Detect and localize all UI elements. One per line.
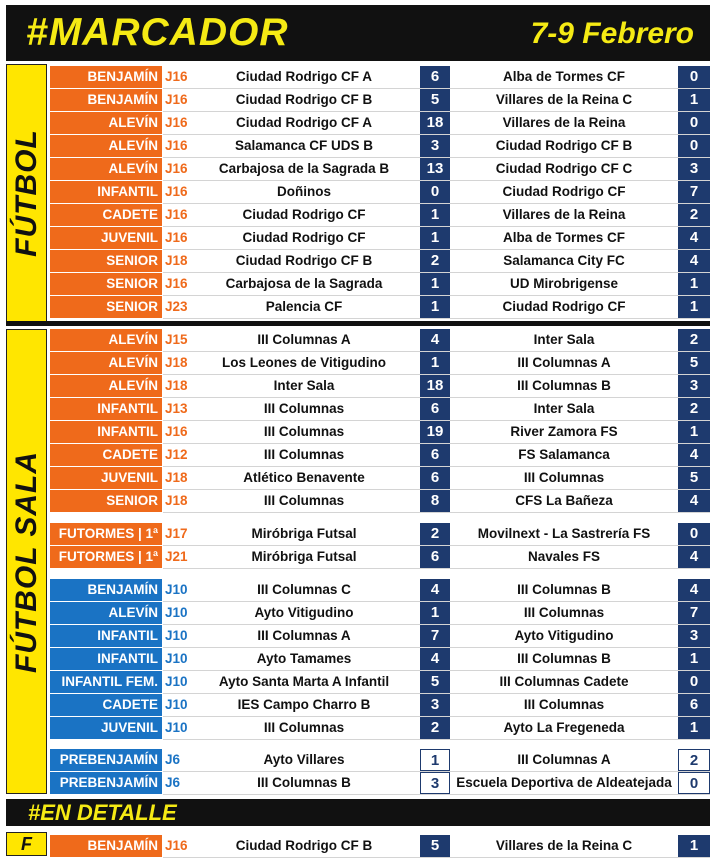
- away-score: 0: [678, 772, 710, 794]
- away-team: III Columnas B: [451, 579, 677, 601]
- home-score: 6: [420, 444, 450, 466]
- away-score: 2: [678, 749, 710, 771]
- away-score: 4: [678, 546, 710, 568]
- home-team: Ayto Tamames: [189, 648, 419, 670]
- home-score: 3: [420, 772, 450, 794]
- away-team: Villares de la Reina: [451, 112, 677, 134]
- match-row: [50, 602, 710, 625]
- match-row: [50, 204, 710, 227]
- match-row: [50, 135, 710, 158]
- away-score: 0: [678, 671, 710, 693]
- matchday-label: J17: [163, 523, 188, 545]
- away-team: CFS La Bañeza: [451, 490, 677, 512]
- category-label: FUTORMES | 1ª: [50, 546, 162, 568]
- away-score: 0: [678, 112, 710, 134]
- home-score: 2: [420, 523, 450, 545]
- match-row: [50, 66, 710, 89]
- away-score: 0: [678, 66, 710, 88]
- futbol-results: [50, 66, 710, 319]
- home-score: 4: [420, 648, 450, 670]
- home-team: Doñinos: [189, 181, 419, 203]
- matchday-label: J6: [163, 749, 188, 771]
- category-label: PREBENJAMÍN: [50, 772, 162, 794]
- matchday-label: J18: [163, 250, 188, 272]
- away-team: Ciudad Rodrigo CF: [451, 296, 677, 318]
- matchday-label: J10: [163, 625, 188, 647]
- away-team: Villares de la Reina C: [451, 835, 677, 857]
- home-score: 3: [420, 694, 450, 716]
- away-team: Villares de la Reina: [451, 204, 677, 226]
- home-score: 18: [420, 375, 450, 397]
- home-score: 6: [420, 546, 450, 568]
- home-team: Ayto Vitigudino: [189, 602, 419, 624]
- matchday-label: J18: [163, 467, 188, 489]
- category-label: SENIOR: [50, 273, 162, 295]
- section-divider: [6, 321, 710, 326]
- away-score: 5: [678, 467, 710, 489]
- home-team: Ciudad Rodrigo CF B: [189, 89, 419, 111]
- category-label: BENJAMÍN: [50, 89, 162, 111]
- category-label: INFANTIL: [50, 648, 162, 670]
- away-score: 1: [678, 296, 710, 318]
- match-row: [50, 523, 710, 546]
- home-score: 1: [420, 296, 450, 318]
- away-team: FS Salamanca: [451, 444, 677, 466]
- matchday-label: J16: [163, 135, 188, 157]
- home-score: 1: [420, 204, 450, 226]
- matchday-label: J16: [163, 112, 188, 134]
- home-score: 8: [420, 490, 450, 512]
- away-team: Alba de Tormes CF: [451, 227, 677, 249]
- category-label: BENJAMÍN: [50, 66, 162, 88]
- section-title-futbol: FÚTBOL: [9, 129, 43, 257]
- home-score: 1: [420, 227, 450, 249]
- matchday-label: J10: [163, 671, 188, 693]
- home-team: Carbajosa de la Sagrada: [189, 273, 419, 295]
- home-score: 6: [420, 398, 450, 420]
- home-team: Inter Sala: [189, 375, 419, 397]
- home-score: 19: [420, 421, 450, 443]
- detail-banner: [6, 799, 710, 826]
- away-team: III Columnas A: [451, 749, 677, 771]
- section-label-futbol: [6, 64, 47, 322]
- away-score: 5: [678, 352, 710, 374]
- home-team: Salamanca CF UDS B: [189, 135, 419, 157]
- matchday-label: J23: [163, 296, 188, 318]
- home-team: Palencia CF: [189, 296, 419, 318]
- section-title-futsal: FÚTBOL SALA: [9, 450, 43, 673]
- away-team: Ciudad Rodrigo CF C: [451, 158, 677, 180]
- away-team: Escuela Deportiva de Aldeatejada: [451, 772, 677, 794]
- match-row: [50, 250, 710, 273]
- home-team: Miróbriga Futsal: [189, 523, 419, 545]
- home-team: IES Campo Charro B: [189, 694, 419, 716]
- match-row: [50, 772, 710, 795]
- home-team: III Columnas: [189, 717, 419, 739]
- away-team: Navales FS: [451, 546, 677, 568]
- home-score: 7: [420, 625, 450, 647]
- matchday-label: J18: [163, 490, 188, 512]
- away-team: III Columnas: [451, 602, 677, 624]
- matchday-label: J15: [163, 329, 188, 351]
- page-title: #MARCADOR: [26, 11, 289, 54]
- away-team: III Columnas: [451, 467, 677, 489]
- category-label: JUVENIL: [50, 717, 162, 739]
- matchday-label: J18: [163, 375, 188, 397]
- away-score: 4: [678, 227, 710, 249]
- home-score: 18: [420, 112, 450, 134]
- match-row: [50, 375, 710, 398]
- category-label: INFANTIL: [50, 181, 162, 203]
- away-team: Ciudad Rodrigo CF: [451, 181, 677, 203]
- away-score: 2: [678, 329, 710, 351]
- category-label: CADETE: [50, 444, 162, 466]
- category-label: INFANTIL: [50, 625, 162, 647]
- category-label: JUVENIL: [50, 467, 162, 489]
- home-team: III Columnas B: [189, 772, 419, 794]
- category-label: SENIOR: [50, 490, 162, 512]
- home-team: Ayto Santa Marta A Infantil: [189, 671, 419, 693]
- match-row: [50, 835, 710, 858]
- match-row: [50, 89, 710, 112]
- category-label: INFANTIL FEM.: [50, 671, 162, 693]
- away-team: Inter Sala: [451, 398, 677, 420]
- matchday-label: J10: [163, 717, 188, 739]
- home-score: 2: [420, 717, 450, 739]
- away-score: 7: [678, 181, 710, 203]
- matchday-label: J10: [163, 694, 188, 716]
- away-team: River Zamora FS: [451, 421, 677, 443]
- away-score: 2: [678, 398, 710, 420]
- away-score: 0: [678, 523, 710, 545]
- home-score: 6: [420, 66, 450, 88]
- match-row: [50, 749, 710, 772]
- match-row: [50, 490, 710, 513]
- away-score: 1: [678, 89, 710, 111]
- matchday-label: J18: [163, 352, 188, 374]
- away-team: III Columnas Cadete: [451, 671, 677, 693]
- matchday-label: J16: [163, 66, 188, 88]
- category-label: ALEVÍN: [50, 352, 162, 374]
- home-team: Ciudad Rodrigo CF A: [189, 112, 419, 134]
- category-label: ALEVÍN: [50, 112, 162, 134]
- detail-badge: F: [6, 832, 47, 856]
- away-score: 3: [678, 375, 710, 397]
- home-score: 5: [420, 835, 450, 857]
- home-team: III Columnas C: [189, 579, 419, 601]
- away-score: 3: [678, 625, 710, 647]
- matchday-label: J16: [163, 204, 188, 226]
- category-label: CADETE: [50, 694, 162, 716]
- home-team: Ciudad Rodrigo CF: [189, 204, 419, 226]
- matchday-label: J16: [163, 421, 188, 443]
- home-team: III Columnas: [189, 398, 419, 420]
- home-team: III Columnas A: [189, 625, 419, 647]
- away-score: 4: [678, 250, 710, 272]
- match-row: [50, 648, 710, 671]
- category-label: BENJAMÍN: [50, 579, 162, 601]
- home-score: 4: [420, 579, 450, 601]
- home-score: 4: [420, 329, 450, 351]
- home-team: Ciudad Rodrigo CF A: [189, 66, 419, 88]
- matchday-label: J16: [163, 273, 188, 295]
- away-score: 3: [678, 158, 710, 180]
- away-score: 4: [678, 579, 710, 601]
- away-score: 1: [678, 835, 710, 857]
- away-score: 4: [678, 444, 710, 466]
- away-team: Alba de Tormes CF: [451, 66, 677, 88]
- match-row: [50, 579, 710, 602]
- category-label: ALEVÍN: [50, 602, 162, 624]
- away-score: 1: [678, 648, 710, 670]
- match-row: [50, 227, 710, 250]
- away-team: Ayto Vitigudino: [451, 625, 677, 647]
- home-team: III Columnas: [189, 444, 419, 466]
- category-label: ALEVÍN: [50, 329, 162, 351]
- home-team: III Columnas: [189, 421, 419, 443]
- away-score: 4: [678, 490, 710, 512]
- match-row: [50, 421, 710, 444]
- home-score: 1: [420, 749, 450, 771]
- matchday-label: J16: [163, 227, 188, 249]
- futsal-results-prebenjamin: [50, 749, 710, 795]
- away-team: Ciudad Rodrigo CF B: [451, 135, 677, 157]
- match-row: [50, 296, 710, 319]
- category-label: INFANTIL: [50, 398, 162, 420]
- category-label: ALEVÍN: [50, 135, 162, 157]
- away-score: 2: [678, 204, 710, 226]
- away-team: Inter Sala: [451, 329, 677, 351]
- matchday-label: J12: [163, 444, 188, 466]
- home-team: Atlético Benavente: [189, 467, 419, 489]
- away-team: Movilnext - La Sastrería FS: [451, 523, 677, 545]
- header-banner: [6, 5, 710, 61]
- away-team: III Columnas B: [451, 648, 677, 670]
- matchday-label: J6: [163, 772, 188, 794]
- away-score: 7: [678, 602, 710, 624]
- away-score: 1: [678, 421, 710, 443]
- home-team: III Columnas A: [189, 329, 419, 351]
- matchday-label: J16: [163, 835, 188, 857]
- futsal-results-blue: [50, 579, 710, 740]
- match-row: [50, 398, 710, 421]
- home-team: Ciudad Rodrigo CF: [189, 227, 419, 249]
- away-team: III Columnas B: [451, 375, 677, 397]
- home-score: 1: [420, 602, 450, 624]
- match-row: [50, 158, 710, 181]
- match-row: [50, 444, 710, 467]
- matchday-label: J10: [163, 602, 188, 624]
- match-row: [50, 671, 710, 694]
- away-score: 1: [678, 717, 710, 739]
- date-range: 7-9 Febrero: [530, 17, 694, 50]
- matchday-label: J16: [163, 158, 188, 180]
- matchday-label: J10: [163, 579, 188, 601]
- away-team: Ayto La Fregeneda: [451, 717, 677, 739]
- match-row: [50, 181, 710, 204]
- home-team: III Columnas: [189, 490, 419, 512]
- category-label: FUTORMES | 1ª: [50, 523, 162, 545]
- home-score: 13: [420, 158, 450, 180]
- match-row: [50, 112, 710, 135]
- matchday-label: J21: [163, 546, 188, 568]
- away-team: Salamanca City FC: [451, 250, 677, 272]
- home-score: 0: [420, 181, 450, 203]
- detail-results: [50, 835, 710, 858]
- home-team: Miróbriga Futsal: [189, 546, 419, 568]
- category-label: SENIOR: [50, 250, 162, 272]
- home-score: 2: [420, 250, 450, 272]
- home-team: Ciudad Rodrigo CF B: [189, 250, 419, 272]
- match-row: [50, 467, 710, 490]
- matchday-label: J10: [163, 648, 188, 670]
- home-score: 5: [420, 89, 450, 111]
- category-label: PREBENJAMÍN: [50, 749, 162, 771]
- match-row: [50, 694, 710, 717]
- detail-title: #EN DETALLE: [28, 800, 177, 825]
- home-score: 1: [420, 352, 450, 374]
- away-team: III Columnas A: [451, 352, 677, 374]
- section-label-futsal: [6, 329, 47, 794]
- category-label: BENJAMÍN: [50, 835, 162, 857]
- matchday-label: J13: [163, 398, 188, 420]
- away-score: 6: [678, 694, 710, 716]
- away-team: Villares de la Reina C: [451, 89, 677, 111]
- matchday-label: J16: [163, 181, 188, 203]
- match-row: [50, 352, 710, 375]
- category-label: SENIOR: [50, 296, 162, 318]
- away-score: 0: [678, 135, 710, 157]
- match-row: [50, 273, 710, 296]
- home-team: Carbajosa de la Sagrada B: [189, 158, 419, 180]
- futsal-results-futormes: [50, 523, 710, 569]
- home-score: 3: [420, 135, 450, 157]
- match-row: [50, 625, 710, 648]
- futsal-results-orange: [50, 329, 710, 513]
- category-label: INFANTIL: [50, 421, 162, 443]
- away-score: 1: [678, 273, 710, 295]
- home-score: 5: [420, 671, 450, 693]
- match-row: [50, 717, 710, 740]
- home-team: Los Leones de Vitigudino: [189, 352, 419, 374]
- home-score: 1: [420, 273, 450, 295]
- home-team: Ciudad Rodrigo CF B: [189, 835, 419, 857]
- category-label: ALEVÍN: [50, 375, 162, 397]
- match-row: [50, 546, 710, 569]
- home-score: 6: [420, 467, 450, 489]
- away-team: UD Mirobrigense: [451, 273, 677, 295]
- category-label: ALEVÍN: [50, 158, 162, 180]
- match-row: [50, 329, 710, 352]
- category-label: JUVENIL: [50, 227, 162, 249]
- category-label: CADETE: [50, 204, 162, 226]
- away-team: III Columnas: [451, 694, 677, 716]
- home-team: Ayto Villares: [189, 749, 419, 771]
- matchday-label: J16: [163, 89, 188, 111]
